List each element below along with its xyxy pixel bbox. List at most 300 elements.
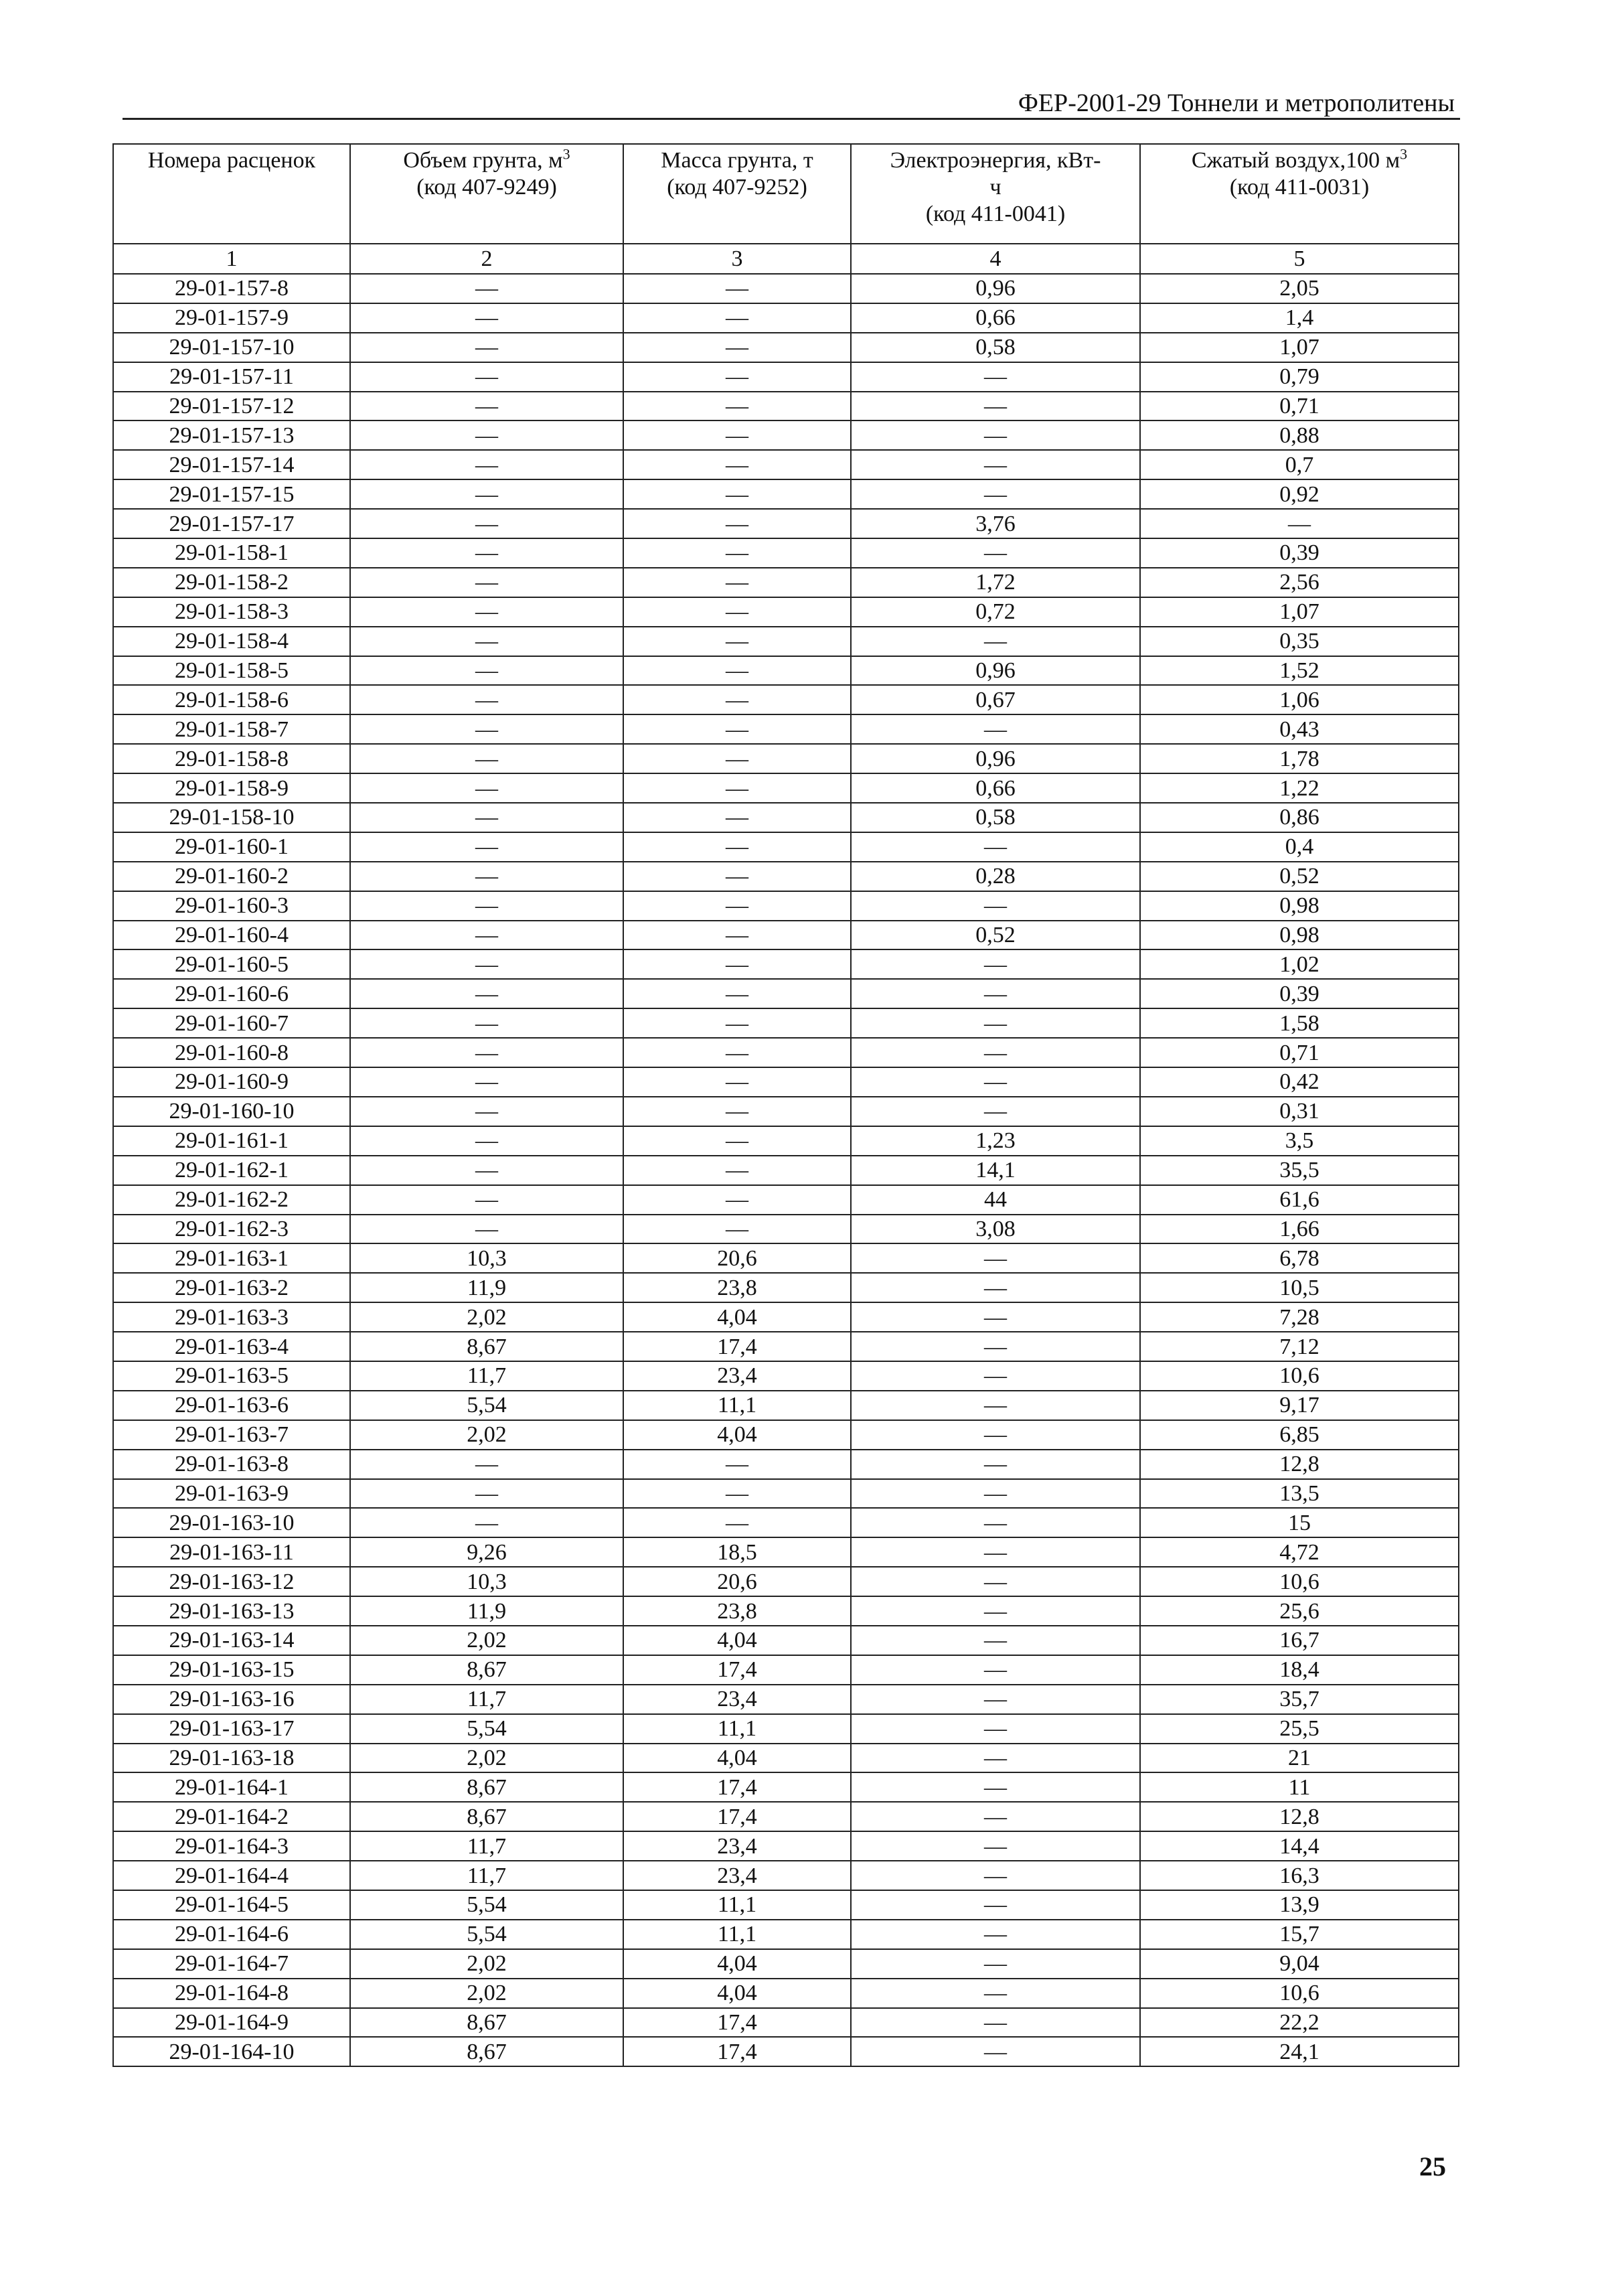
table-row — [113, 1361, 1459, 1391]
electricity-cell: — — [851, 1243, 1140, 1273]
column-number-row — [113, 244, 1459, 274]
table-row — [113, 1861, 1459, 1890]
compressed-air-cell: 15,7 — [1140, 1920, 1459, 1949]
soil-volume-cell: 8,67 — [350, 1772, 623, 1802]
soil-mass-cell: — — [623, 1156, 851, 1185]
table-row — [113, 1714, 1459, 1744]
rate-number-cell: 29-01-157-15 — [113, 479, 350, 509]
table-row — [113, 803, 1459, 832]
soil-volume-cell: — — [350, 1185, 623, 1215]
soil-mass-cell: 18,5 — [623, 1537, 851, 1567]
table-row — [113, 832, 1459, 862]
electricity-cell: — — [851, 2037, 1140, 2066]
compressed-air-cell: 0,88 — [1140, 420, 1459, 450]
electricity-cell: — — [851, 1979, 1140, 2008]
table-row — [113, 1685, 1459, 1714]
compressed-air-cell: 10,6 — [1140, 1567, 1459, 1596]
soil-volume-cell: 2,02 — [350, 1626, 623, 1655]
soil-mass-cell: — — [623, 803, 851, 832]
rate-number-cell: 29-01-163-9 — [113, 1479, 350, 1509]
rate-number-cell: 29-01-157-13 — [113, 420, 350, 450]
soil-volume-cell: — — [350, 773, 623, 803]
electricity-cell: 1,72 — [851, 568, 1140, 597]
table-row — [113, 509, 1459, 538]
column-header-code: (код 411-0041) — [925, 202, 1066, 226]
column-header-text: Объем грунта, м — [403, 148, 563, 173]
soil-volume-cell: — — [350, 656, 623, 686]
table-row — [113, 1097, 1459, 1126]
table-row — [113, 1596, 1459, 1626]
electricity-cell: — — [851, 1890, 1140, 1920]
soil-volume-cell: — — [350, 1156, 623, 1185]
rate-number-cell: 29-01-160-4 — [113, 921, 350, 950]
soil-volume-cell: — — [350, 1038, 623, 1067]
compressed-air-cell: 35,7 — [1140, 1685, 1459, 1714]
rate-number-cell: 29-01-158-1 — [113, 538, 350, 568]
compressed-air-cell: 6,78 — [1140, 1243, 1459, 1273]
soil-volume-cell: — — [350, 303, 623, 333]
compressed-air-cell: 0,39 — [1140, 979, 1459, 1008]
soil-mass-cell: — — [623, 420, 851, 450]
compressed-air-cell: 1,78 — [1140, 744, 1459, 773]
compressed-air-cell: 1,06 — [1140, 685, 1459, 714]
soil-mass-cell: — — [623, 392, 851, 421]
soil-mass-cell: — — [623, 979, 851, 1008]
table-row — [113, 1949, 1459, 1979]
table-body — [113, 274, 1459, 2066]
soil-mass-cell: — — [623, 1097, 851, 1126]
soil-volume-cell: — — [350, 274, 623, 303]
rate-number-cell: 29-01-164-6 — [113, 1920, 350, 1949]
soil-volume-cell: 5,54 — [350, 1714, 623, 1744]
soil-volume-cell: 11,7 — [350, 1861, 623, 1890]
rate-number-cell: 29-01-164-4 — [113, 1861, 350, 1890]
rate-number-cell: 29-01-158-9 — [113, 773, 350, 803]
soil-mass-cell: — — [623, 274, 851, 303]
electricity-cell: — — [851, 1038, 1140, 1067]
compressed-air-cell: 10,6 — [1140, 1361, 1459, 1391]
compressed-air-cell: 1,58 — [1140, 1008, 1459, 1038]
column-header-code: (код 411-0031) — [1229, 175, 1370, 200]
table-row — [113, 1567, 1459, 1596]
compressed-air-cell: 25,6 — [1140, 1596, 1459, 1626]
electricity-cell: — — [851, 891, 1140, 921]
electricity-cell: — — [851, 714, 1140, 744]
compressed-air-cell: 1,07 — [1140, 333, 1459, 362]
table-row — [113, 1126, 1459, 1156]
rate-number-cell: 29-01-162-1 — [113, 1156, 350, 1185]
soil-mass-cell: 4,04 — [623, 1302, 851, 1332]
table-row — [113, 538, 1459, 568]
electricity-cell: — — [851, 1655, 1140, 1685]
soil-mass-cell: 17,4 — [623, 2037, 851, 2066]
soil-volume-cell: — — [350, 1479, 623, 1509]
soil-volume-cell: — — [350, 362, 623, 392]
soil-mass-cell: 23,4 — [623, 1861, 851, 1890]
table-row — [113, 979, 1459, 1008]
soil-volume-cell: — — [350, 1067, 623, 1097]
table-row — [113, 1626, 1459, 1655]
soil-volume-cell: 10,3 — [350, 1243, 623, 1273]
rate-number-cell: 29-01-160-7 — [113, 1008, 350, 1038]
compressed-air-cell: 12,8 — [1140, 1450, 1459, 1479]
compressed-air-cell: 24,1 — [1140, 2037, 1459, 2066]
electricity-cell: 3,76 — [851, 509, 1140, 538]
column-header-code: (код 407-9249) — [416, 175, 557, 200]
soil-volume-cell: — — [350, 714, 623, 744]
soil-mass-cell: 4,04 — [623, 1979, 851, 2008]
electricity-cell: — — [851, 1949, 1140, 1979]
table-row — [113, 1479, 1459, 1509]
column-header-compressed-air — [1140, 144, 1459, 244]
compressed-air-cell: 10,6 — [1140, 1979, 1459, 2008]
superscript: 3 — [1400, 145, 1408, 163]
table-row — [113, 1772, 1459, 1802]
soil-volume-cell: — — [350, 1508, 623, 1537]
soil-volume-cell: 11,9 — [350, 1273, 623, 1302]
rate-number-cell: 29-01-163-11 — [113, 1537, 350, 1567]
soil-mass-cell: — — [623, 1508, 851, 1537]
rate-number-cell: 29-01-163-18 — [113, 1744, 350, 1773]
rate-number-cell: 29-01-157-12 — [113, 392, 350, 421]
rate-number-cell: 29-01-158-8 — [113, 744, 350, 773]
soil-volume-cell: — — [350, 949, 623, 979]
soil-volume-cell: 8,67 — [350, 1332, 623, 1361]
compressed-air-cell: 16,7 — [1140, 1626, 1459, 1655]
electricity-cell: — — [851, 362, 1140, 392]
compressed-air-cell: 0,42 — [1140, 1067, 1459, 1097]
soil-mass-cell: 23,8 — [623, 1273, 851, 1302]
compressed-air-cell: 1,52 — [1140, 656, 1459, 686]
electricity-cell: 0,28 — [851, 862, 1140, 891]
soil-mass-cell: — — [623, 1185, 851, 1215]
electricity-cell: — — [851, 450, 1140, 479]
table-row — [113, 1920, 1459, 1949]
rate-number-cell: 29-01-163-12 — [113, 1567, 350, 1596]
column-number: 5 — [1140, 244, 1459, 274]
compressed-air-cell: 2,05 — [1140, 274, 1459, 303]
electricity-cell: — — [851, 1861, 1140, 1890]
running-header: ФЕР-2001-29 Тоннели и метрополитены — [1018, 89, 1455, 117]
table-row — [113, 949, 1459, 979]
compressed-air-cell: 21 — [1140, 1744, 1459, 1773]
soil-mass-cell: 11,1 — [623, 1890, 851, 1920]
table-row — [113, 1890, 1459, 1920]
column-header-soil-mass — [623, 144, 851, 244]
soil-mass-cell: 23,4 — [623, 1685, 851, 1714]
column-header-rate-numbers — [113, 144, 350, 244]
soil-mass-cell: — — [623, 1038, 851, 1067]
compressed-air-cell: 12,8 — [1140, 1802, 1459, 1831]
compressed-air-cell: 9,04 — [1140, 1949, 1459, 1979]
soil-volume-cell: — — [350, 891, 623, 921]
rate-number-cell: 29-01-164-2 — [113, 1802, 350, 1831]
rate-number-cell: 29-01-160-1 — [113, 832, 350, 862]
page-number: 25 — [1419, 2151, 1446, 2182]
table-row — [113, 1067, 1459, 1097]
soil-mass-cell: — — [623, 1067, 851, 1097]
soil-volume-cell: — — [350, 862, 623, 891]
column-number: 4 — [851, 244, 1140, 274]
compressed-air-cell: 11 — [1140, 1772, 1459, 1802]
electricity-cell: — — [851, 1097, 1140, 1126]
soil-mass-cell: 23,8 — [623, 1596, 851, 1626]
electricity-cell: — — [851, 1626, 1140, 1655]
compressed-air-cell: 1,22 — [1140, 773, 1459, 803]
rate-number-cell: 29-01-164-3 — [113, 1831, 350, 1861]
compressed-air-cell: 22,2 — [1140, 2008, 1459, 2038]
table-row — [113, 479, 1459, 509]
soil-volume-cell: — — [350, 803, 623, 832]
rate-number-cell: 29-01-160-6 — [113, 979, 350, 1008]
rate-number-cell: 29-01-160-8 — [113, 1038, 350, 1067]
electricity-cell: — — [851, 1450, 1140, 1479]
table-row — [113, 303, 1459, 333]
soil-volume-cell: 11,7 — [350, 1831, 623, 1861]
compressed-air-cell: 0,31 — [1140, 1097, 1459, 1126]
rate-number-cell: 29-01-158-4 — [113, 627, 350, 656]
compressed-air-cell: 7,12 — [1140, 1332, 1459, 1361]
table-row — [113, 1156, 1459, 1185]
soil-volume-cell: — — [350, 597, 623, 627]
soil-volume-cell: — — [350, 509, 623, 538]
compressed-air-cell: 2,56 — [1140, 568, 1459, 597]
table-row — [113, 891, 1459, 921]
electricity-cell: — — [851, 2008, 1140, 2038]
soil-mass-cell: 17,4 — [623, 1772, 851, 1802]
rate-number-cell: 29-01-157-17 — [113, 509, 350, 538]
soil-mass-cell: 20,6 — [623, 1243, 851, 1273]
electricity-cell: — — [851, 949, 1140, 979]
soil-mass-cell: — — [623, 303, 851, 333]
soil-mass-cell: 11,1 — [623, 1920, 851, 1949]
electricity-cell: 0,58 — [851, 803, 1140, 832]
table-row — [113, 1420, 1459, 1450]
column-header-text: Сжатый воздух,100 м — [1191, 148, 1400, 173]
soil-volume-cell: 11,9 — [350, 1596, 623, 1626]
compressed-air-cell: 0,7 — [1140, 450, 1459, 479]
column-number: 2 — [350, 244, 623, 274]
soil-mass-cell: 23,4 — [623, 1361, 851, 1391]
soil-volume-cell: — — [350, 538, 623, 568]
compressed-air-cell: 0,71 — [1140, 1038, 1459, 1067]
soil-volume-cell: — — [350, 1097, 623, 1126]
table-row — [113, 568, 1459, 597]
electricity-cell: — — [851, 1596, 1140, 1626]
soil-mass-cell: 4,04 — [623, 1744, 851, 1773]
compressed-air-cell: 3,5 — [1140, 1126, 1459, 1156]
rate-number-cell: 29-01-163-3 — [113, 1302, 350, 1332]
soil-volume-cell: — — [350, 1215, 623, 1244]
rate-number-cell: 29-01-163-14 — [113, 1626, 350, 1655]
electricity-cell: — — [851, 1772, 1140, 1802]
electricity-cell: — — [851, 1920, 1140, 1949]
table-row — [113, 1744, 1459, 1773]
table-row — [113, 685, 1459, 714]
electricity-cell: — — [851, 1802, 1140, 1831]
soil-volume-cell: — — [350, 392, 623, 421]
rate-number-cell: 29-01-163-17 — [113, 1714, 350, 1744]
rate-number-cell: 29-01-157-8 — [113, 274, 350, 303]
compressed-air-cell: 0,4 — [1140, 832, 1459, 862]
electricity-cell: 1,23 — [851, 1126, 1140, 1156]
soil-volume-cell: 8,67 — [350, 1655, 623, 1685]
table-row — [113, 1450, 1459, 1479]
electricity-cell: — — [851, 1479, 1140, 1509]
rate-number-cell: 29-01-164-8 — [113, 1979, 350, 2008]
table-row — [113, 744, 1459, 773]
compressed-air-cell: 0,98 — [1140, 891, 1459, 921]
rate-number-cell: 29-01-162-3 — [113, 1215, 350, 1244]
electricity-cell: — — [851, 832, 1140, 862]
soil-volume-cell: — — [350, 479, 623, 509]
compressed-air-cell: 61,6 — [1140, 1185, 1459, 1215]
soil-volume-cell: 10,3 — [350, 1567, 623, 1596]
rate-number-cell: 29-01-158-5 — [113, 656, 350, 686]
soil-volume-cell: 5,54 — [350, 1391, 623, 1420]
rate-number-cell: 29-01-163-10 — [113, 1508, 350, 1537]
soil-mass-cell: — — [623, 921, 851, 950]
compressed-air-cell: 7,28 — [1140, 1302, 1459, 1332]
table-row — [113, 1185, 1459, 1215]
soil-volume-cell: 2,02 — [350, 1302, 623, 1332]
rate-number-cell: 29-01-163-2 — [113, 1273, 350, 1302]
compressed-air-cell: 0,86 — [1140, 803, 1459, 832]
rate-number-cell: 29-01-161-1 — [113, 1126, 350, 1156]
rate-number-cell: 29-01-157-9 — [113, 303, 350, 333]
column-header-code: (код 407-9252) — [667, 175, 807, 200]
soil-mass-cell: 11,1 — [623, 1391, 851, 1420]
table-row — [113, 627, 1459, 656]
rate-number-cell: 29-01-157-14 — [113, 450, 350, 479]
rate-number-cell: 29-01-158-2 — [113, 568, 350, 597]
rate-number-cell: 29-01-163-5 — [113, 1361, 350, 1391]
electricity-cell: — — [851, 627, 1140, 656]
electricity-cell: — — [851, 1744, 1140, 1773]
table-row — [113, 2008, 1459, 2038]
table-row — [113, 1655, 1459, 1685]
table-row — [113, 420, 1459, 450]
soil-mass-cell: — — [623, 333, 851, 362]
electricity-cell: — — [851, 1391, 1140, 1420]
soil-mass-cell: — — [623, 568, 851, 597]
compressed-air-cell: 35,5 — [1140, 1156, 1459, 1185]
rate-number-cell: 29-01-163-7 — [113, 1420, 350, 1450]
rate-number-cell: 29-01-163-13 — [113, 1596, 350, 1626]
electricity-cell: — — [851, 1714, 1140, 1744]
table-row — [113, 714, 1459, 744]
rate-number-cell: 29-01-163-15 — [113, 1655, 350, 1685]
electricity-cell: 3,08 — [851, 1215, 1140, 1244]
electricity-cell: — — [851, 1302, 1140, 1332]
table-row — [113, 1273, 1459, 1302]
soil-mass-cell: — — [623, 773, 851, 803]
table-row — [113, 862, 1459, 891]
soil-mass-cell: — — [623, 832, 851, 862]
rate-number-cell: 29-01-160-2 — [113, 862, 350, 891]
compressed-air-cell: 9,17 — [1140, 1391, 1459, 1420]
electricity-cell: — — [851, 420, 1140, 450]
compressed-air-cell: 0,71 — [1140, 392, 1459, 421]
rate-number-cell: 29-01-160-10 — [113, 1097, 350, 1126]
soil-volume-cell: — — [350, 568, 623, 597]
table-row — [113, 392, 1459, 421]
column-header-line: Электроэнергия, кВт- — [890, 148, 1101, 173]
rate-number-cell: 29-01-157-10 — [113, 333, 350, 362]
table-row — [113, 1508, 1459, 1537]
rate-number-cell: 29-01-158-10 — [113, 803, 350, 832]
soil-mass-cell: — — [623, 1479, 851, 1509]
table-row — [113, 2037, 1459, 2066]
electricity-cell: — — [851, 1831, 1140, 1861]
rates-table — [112, 143, 1459, 2067]
table-row — [113, 1302, 1459, 1332]
rate-number-cell: 29-01-158-6 — [113, 685, 350, 714]
soil-volume-cell: 2,02 — [350, 1979, 623, 2008]
soil-mass-cell: 23,4 — [623, 1831, 851, 1861]
soil-mass-cell: — — [623, 538, 851, 568]
column-header-line: Номера расценок — [147, 148, 316, 173]
compressed-air-cell: 15 — [1140, 1508, 1459, 1537]
table-row — [113, 333, 1459, 362]
soil-volume-cell: — — [350, 450, 623, 479]
soil-volume-cell: — — [350, 685, 623, 714]
table-row — [113, 656, 1459, 686]
compressed-air-cell: 16,3 — [1140, 1861, 1459, 1890]
electricity-cell: 44 — [851, 1185, 1140, 1215]
rate-number-cell: 29-01-163-16 — [113, 1685, 350, 1714]
soil-mass-cell: 20,6 — [623, 1567, 851, 1596]
electricity-cell: — — [851, 979, 1140, 1008]
compressed-air-cell: 6,85 — [1140, 1420, 1459, 1450]
electricity-cell: — — [851, 1273, 1140, 1302]
compressed-air-cell: 0,39 — [1140, 538, 1459, 568]
electricity-cell: — — [851, 1332, 1140, 1361]
soil-volume-cell: — — [350, 420, 623, 450]
soil-volume-cell: — — [350, 1126, 623, 1156]
electricity-cell: — — [851, 1567, 1140, 1596]
soil-mass-cell: 4,04 — [623, 1420, 851, 1450]
electricity-cell: — — [851, 1537, 1140, 1567]
soil-volume-cell: 11,7 — [350, 1361, 623, 1391]
table-row — [113, 362, 1459, 392]
electricity-cell: 0,52 — [851, 921, 1140, 950]
electricity-cell: — — [851, 1508, 1140, 1537]
electricity-cell: 0,72 — [851, 597, 1140, 627]
compressed-air-cell: 1,4 — [1140, 303, 1459, 333]
table-row — [113, 1391, 1459, 1420]
electricity-cell: 0,67 — [851, 685, 1140, 714]
soil-volume-cell: — — [350, 979, 623, 1008]
soil-volume-cell: 2,02 — [350, 1420, 623, 1450]
table-row — [113, 1979, 1459, 2008]
soil-mass-cell: — — [623, 597, 851, 627]
compressed-air-cell: 0,92 — [1140, 479, 1459, 509]
column-header-line — [1141, 147, 1458, 174]
rate-number-cell: 29-01-163-4 — [113, 1332, 350, 1361]
soil-volume-cell: 5,54 — [350, 1890, 623, 1920]
soil-mass-cell: — — [623, 1126, 851, 1156]
table-header-row — [113, 144, 1459, 244]
electricity-cell: 14,1 — [851, 1156, 1140, 1185]
soil-mass-cell: — — [623, 714, 851, 744]
soil-volume-cell: — — [350, 1008, 623, 1038]
rate-number-cell: 29-01-163-1 — [113, 1243, 350, 1273]
electricity-cell: 0,96 — [851, 274, 1140, 303]
soil-volume-cell: — — [350, 627, 623, 656]
soil-mass-cell: — — [623, 891, 851, 921]
compressed-air-cell: 0,43 — [1140, 714, 1459, 744]
